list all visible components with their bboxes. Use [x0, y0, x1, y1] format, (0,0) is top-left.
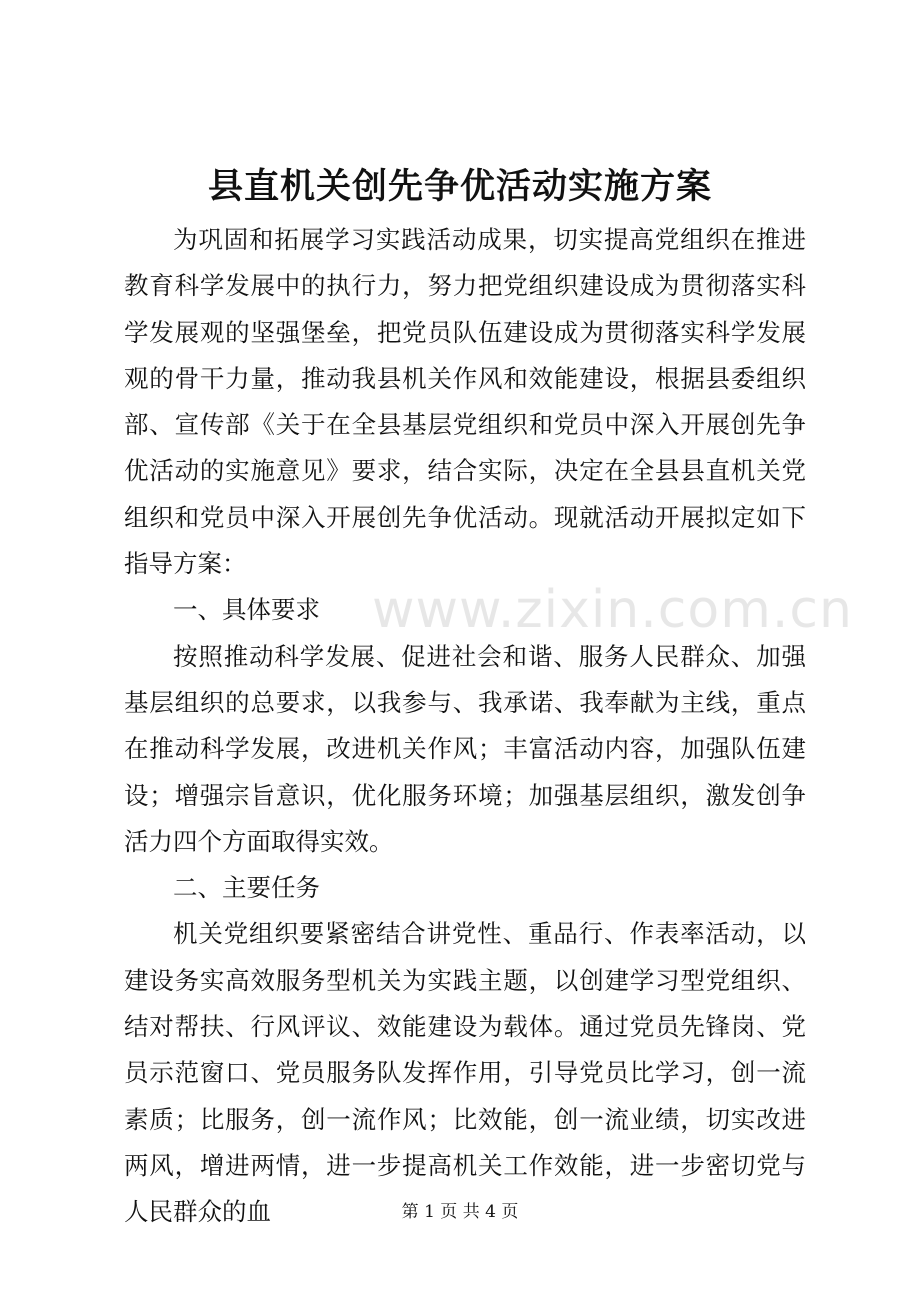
document-title: 县直机关创先争优活动实施方案 — [207, 166, 712, 207]
intro-paragraph: 为巩固和拓展学习实践活动成果，切实提高党组织在推进教育科学发展中的执行力，努力把党组织建设成为贯彻落实科学发展观的坚强堡垒，把党员队伍建设成为贯彻落实科学发展观的骨干力量，推动我县机关作风和效能建设，根据县委组织部、宣传部《关于在全县基层党组织和党员中深入开展创先争优活动的实施意见》要求，结合实际，决定在全县县直机关党组织和党员中深入开展创先争优活动。现就活动开展拟定如下指导方案： — [124, 225, 806, 579]
requirements-paragraph: 按照推动科学发展、促进社会和谐、服务人民群众、加强基层组织的总要求，以我参与、我承诺、我奉献为主线，重点在推动科学发展，改进机关作风；丰富活动内容，加强队伍建设；增强宗旨意识，优化服务环境；加强基层组织，激发创争活力四个方面取得实效。 — [124, 641, 806, 856]
section-heading-requirements: 一、具体要求 — [173, 595, 320, 625]
tasks-paragraph: 机关党组织要紧密结合讲党性、重品行、作表率活动，以建设务实高效服务型机关为实践主题，以创建学习型党组织、结对帮扶、行风评议、效能建设为载体。通过党员先锋岗、党员示范窗口、党员服务队发挥作用，引导党员比学习，创一流素质；比服务，创一流作风；比效能，创一流业绩，切实改进两风，增进两情，进一步提高机关工作效能，进一步密切党与人民群众的血 — [124, 919, 806, 1227]
document-body — [124, 217, 806, 1236]
section-heading-tasks: 二、主要任务 — [173, 873, 320, 903]
watermark-text: www.zixin.com.cn — [372, 580, 853, 640]
page-footer: 第 1 页 共 4 页 — [401, 1202, 519, 1222]
